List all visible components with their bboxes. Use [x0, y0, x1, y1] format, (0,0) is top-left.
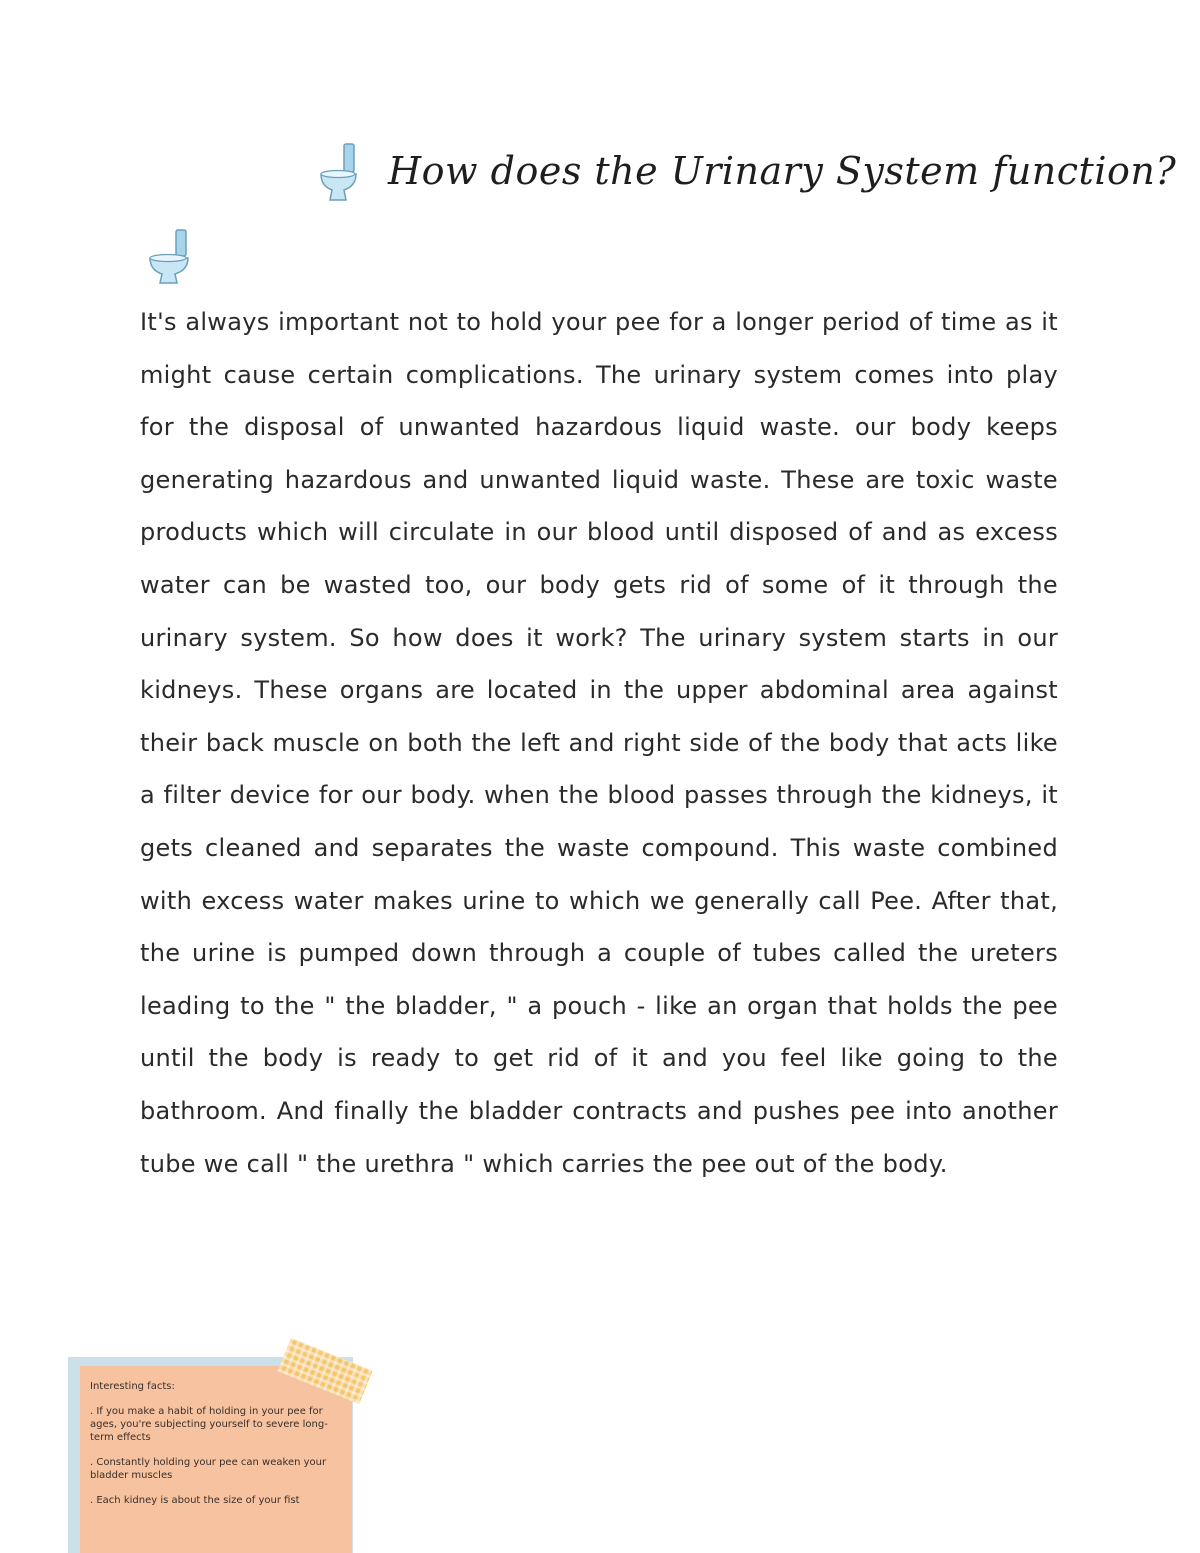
note-item: . Constantly holding your pee can weaken your bladder muscles: [90, 1457, 327, 1481]
toilet-icon: [318, 140, 360, 202]
page-title: How does the Urinary System function?: [388, 149, 1177, 193]
toilet-icon: [146, 228, 192, 284]
body-paragraph: It's always important not to hold your pee for a longer period of time as it might cause certain complications. The urinary system comes into play for the disposal of unwanted hazardous liquid waste. our body keeps generating hazardous and unwanted liquid waste. These are toxic waste products which will circulate in our blood until disposed of and as excess water can be wasted too, our body gets rid of some of it through the urinary system. So how does it work? The urinary system starts in our kidneys. These organs are located in the upper abdominal area against their back muscle on both the left and right side of the body that acts like a filter device for our body. when the blood passes through the kidneys, it gets cleaned and separates the waste compound. This waste combined with excess water makes urine to which we generally call Pee. After that, the urine is pumped down through a couple of tubes called the ureters leading to the " the bladder, " a pouch - like an organ that holds the pee until the body is ready to get rid of it and you feel like going to the bathroom. And finally the bladder contracts and pushes pee into another tube we call " the urethra " which carries the pee out of the body.: [140, 308, 1058, 1178]
note-item: . If you make a habit of holding in your pee for ages, you're subjecting yourself to severe long-term effects: [90, 1406, 328, 1443]
interesting-facts-note: [90, 1380, 348, 1519]
note-heading: Interesting facts:: [90, 1381, 175, 1392]
note-item: . Each kidney is about the size of your fist: [90, 1495, 300, 1506]
title-row: [318, 140, 1176, 202]
